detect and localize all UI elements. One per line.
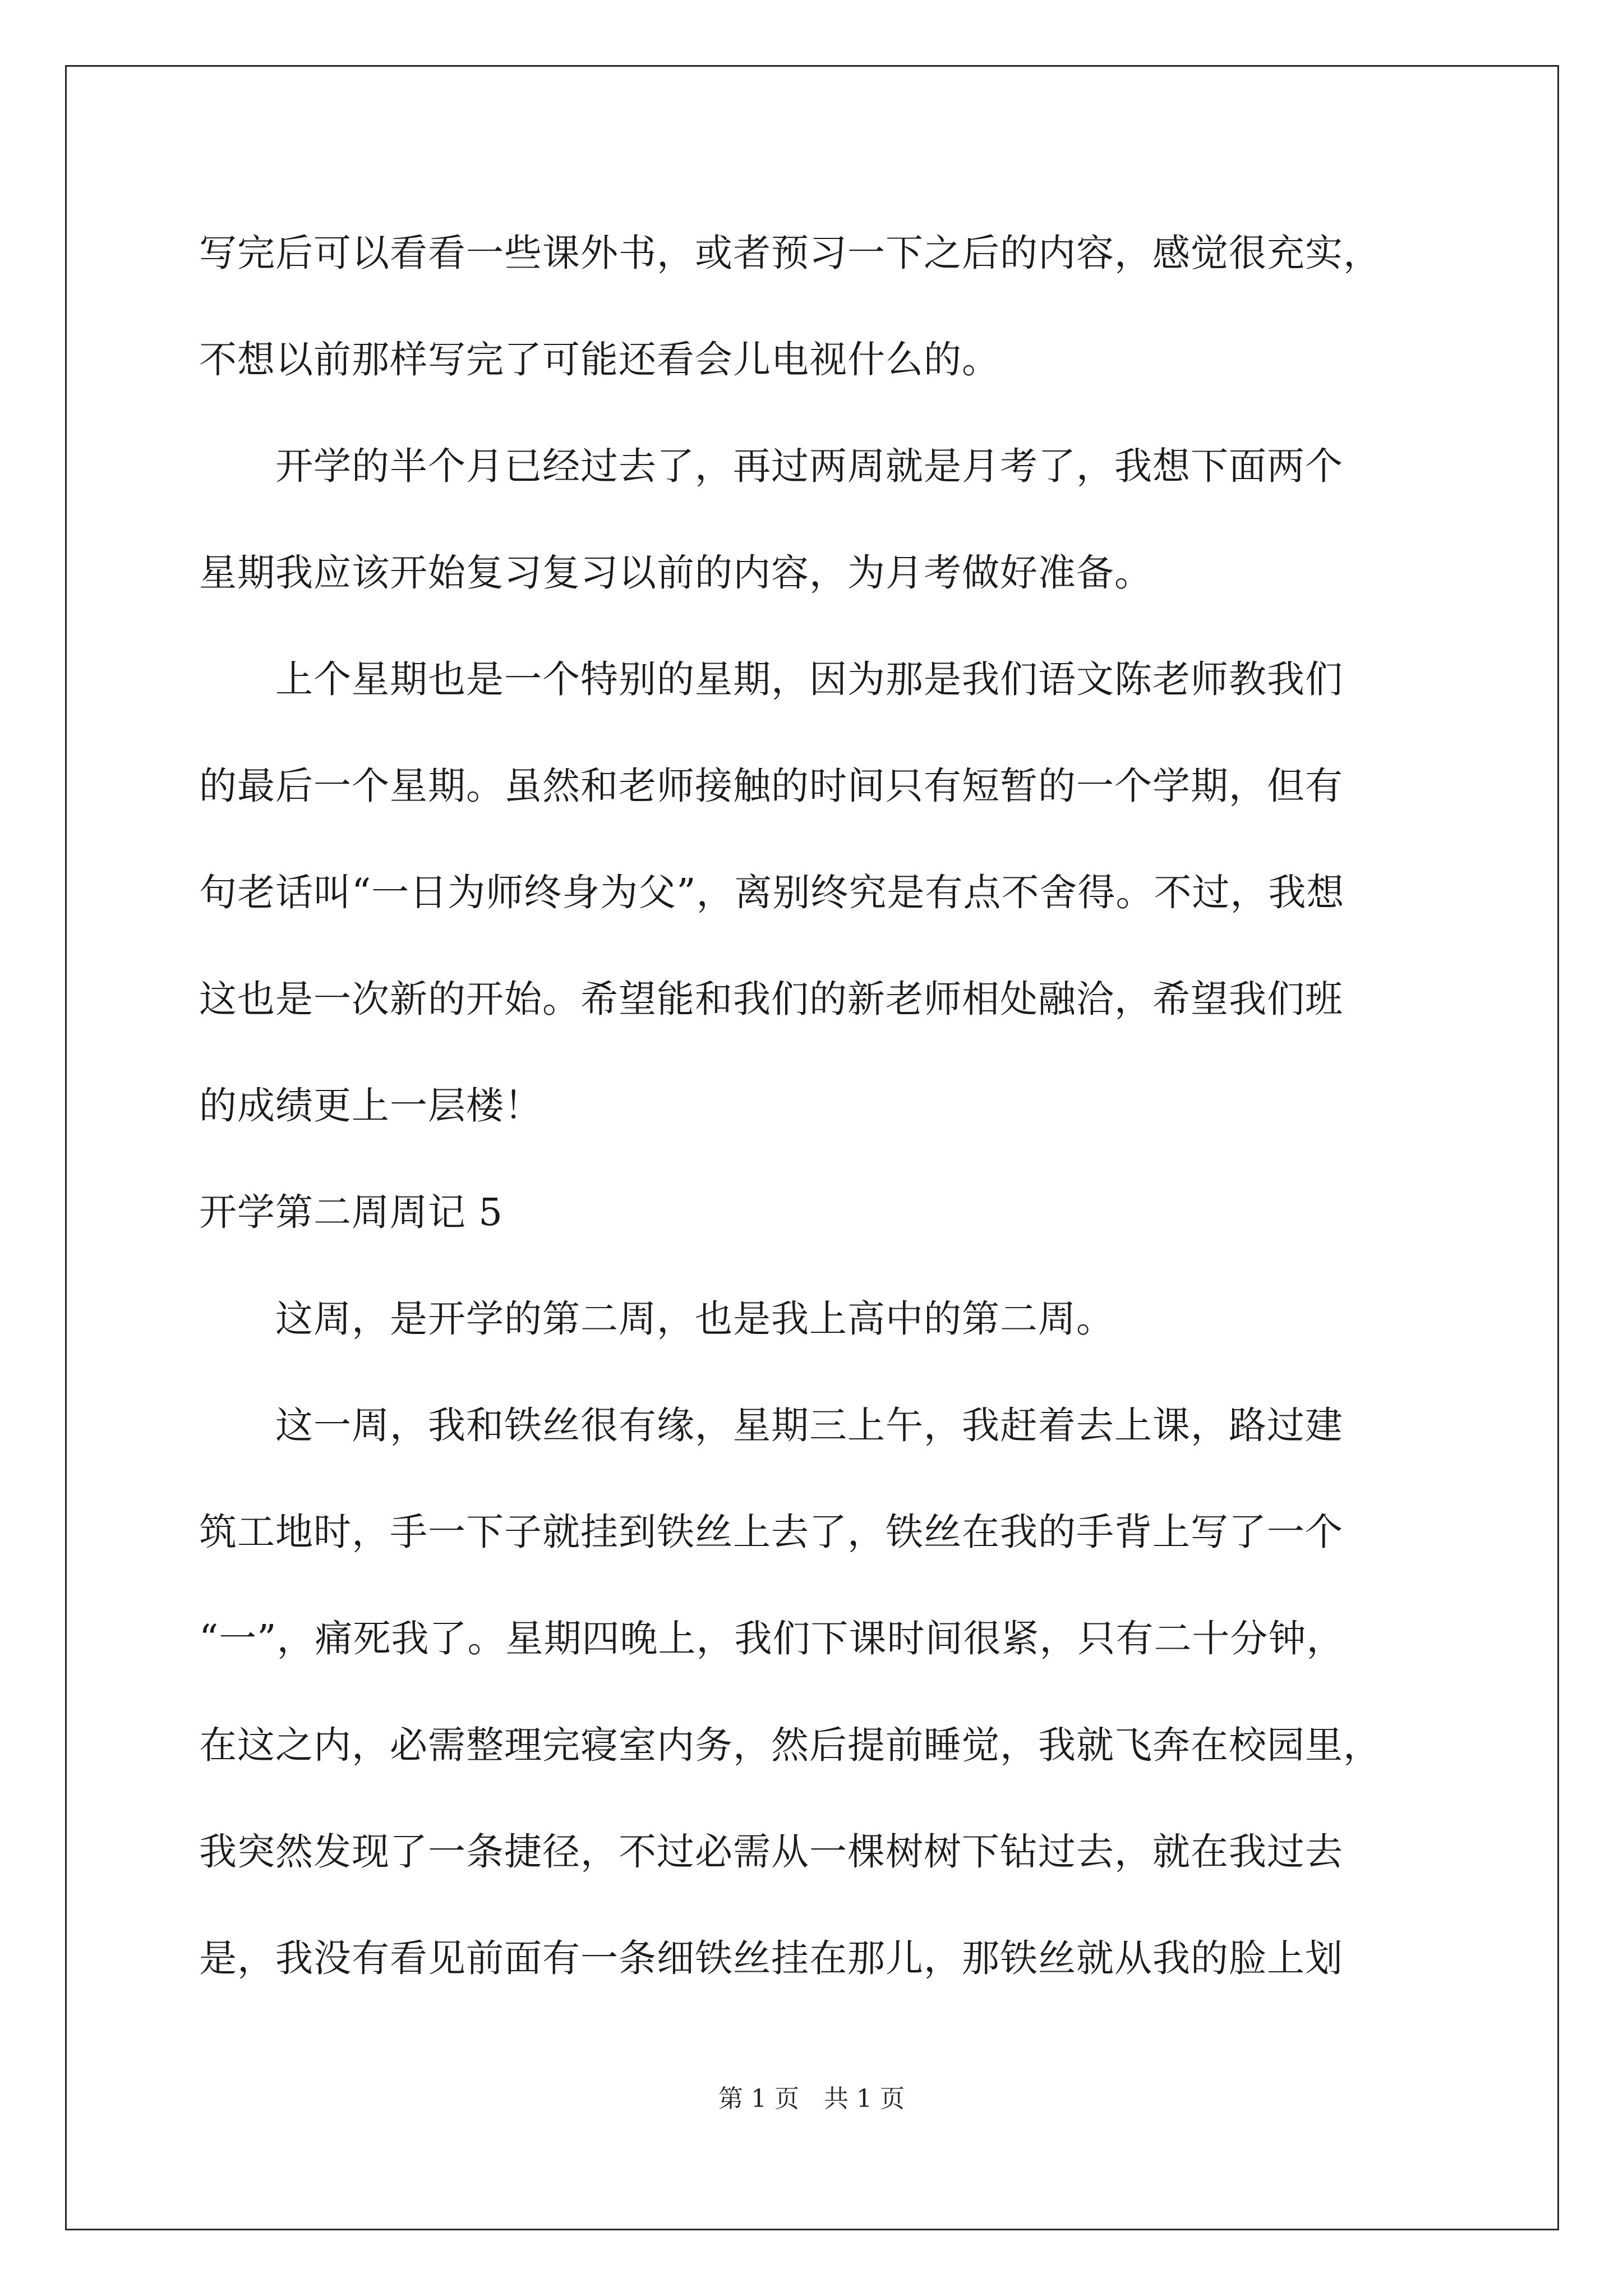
text-line: 的最后一个星期。虽然和老师接触的时间只有短暂的一个学期，但有 — [199, 764, 1343, 808]
text-line: 这周，是开学的第二周，也是我上高中的第二周。 — [199, 1297, 1114, 1341]
text-line: 这一周，我和铁丝很有缘，星期三上午，我赶着去上课，路过建 — [199, 1404, 1343, 1447]
text-line: 在这之内，必需整理完寝室内务，然后提前睡觉，我就飞奔在校园里， — [199, 1723, 1381, 1767]
text-line: 不想以前那样写完了可能还看会儿电视什么的。 — [199, 338, 1000, 381]
page-border — [65, 65, 1559, 2230]
text-line: 筑工地时，手一下子就挂到铁丝上去了，铁丝在我的手背上写了一个 — [199, 1510, 1343, 1554]
text-line: 上个星期也是一个特别的星期，因为那是我们语文陈老师教我们 — [199, 657, 1343, 701]
page-number: 第 1 页 共 1 页 — [718, 2085, 905, 2113]
text-line: 句老话叫“一日为师终身为父”，离别终究是有点不舍得。不过，我想 — [199, 871, 1345, 914]
text-line: 是，我没有看见前面有一条细铁丝挂在那儿，那铁丝就从我的脸上划 — [199, 1936, 1343, 1980]
text-line: “一”，痛死我了。星期四晚上，我们下课时间很紧，只有二十分钟， — [199, 1617, 1345, 1660]
section-heading: 开学第二周周记 5 — [199, 1190, 503, 1234]
text-line: 这也是一次新的开始。希望能和我们的新老师相处融洽，希望我们班 — [199, 977, 1343, 1021]
text-line: 的成绩更上一层楼！ — [199, 1084, 542, 1128]
text-line: 开学的半个月已经过去了，再过两周就是月考了，我想下面两个 — [199, 444, 1343, 488]
text-line: 写完后可以看看一些课外书，或者预习一下之后的内容，感觉很充实， — [199, 231, 1381, 275]
text-line: 我突然发现了一条捷径，不过必需从一棵树树下钻过去，就在我过去 — [199, 1830, 1343, 1874]
text-line: 星期我应该开始复习复习以前的内容，为月考做好准备。 — [199, 551, 1152, 595]
